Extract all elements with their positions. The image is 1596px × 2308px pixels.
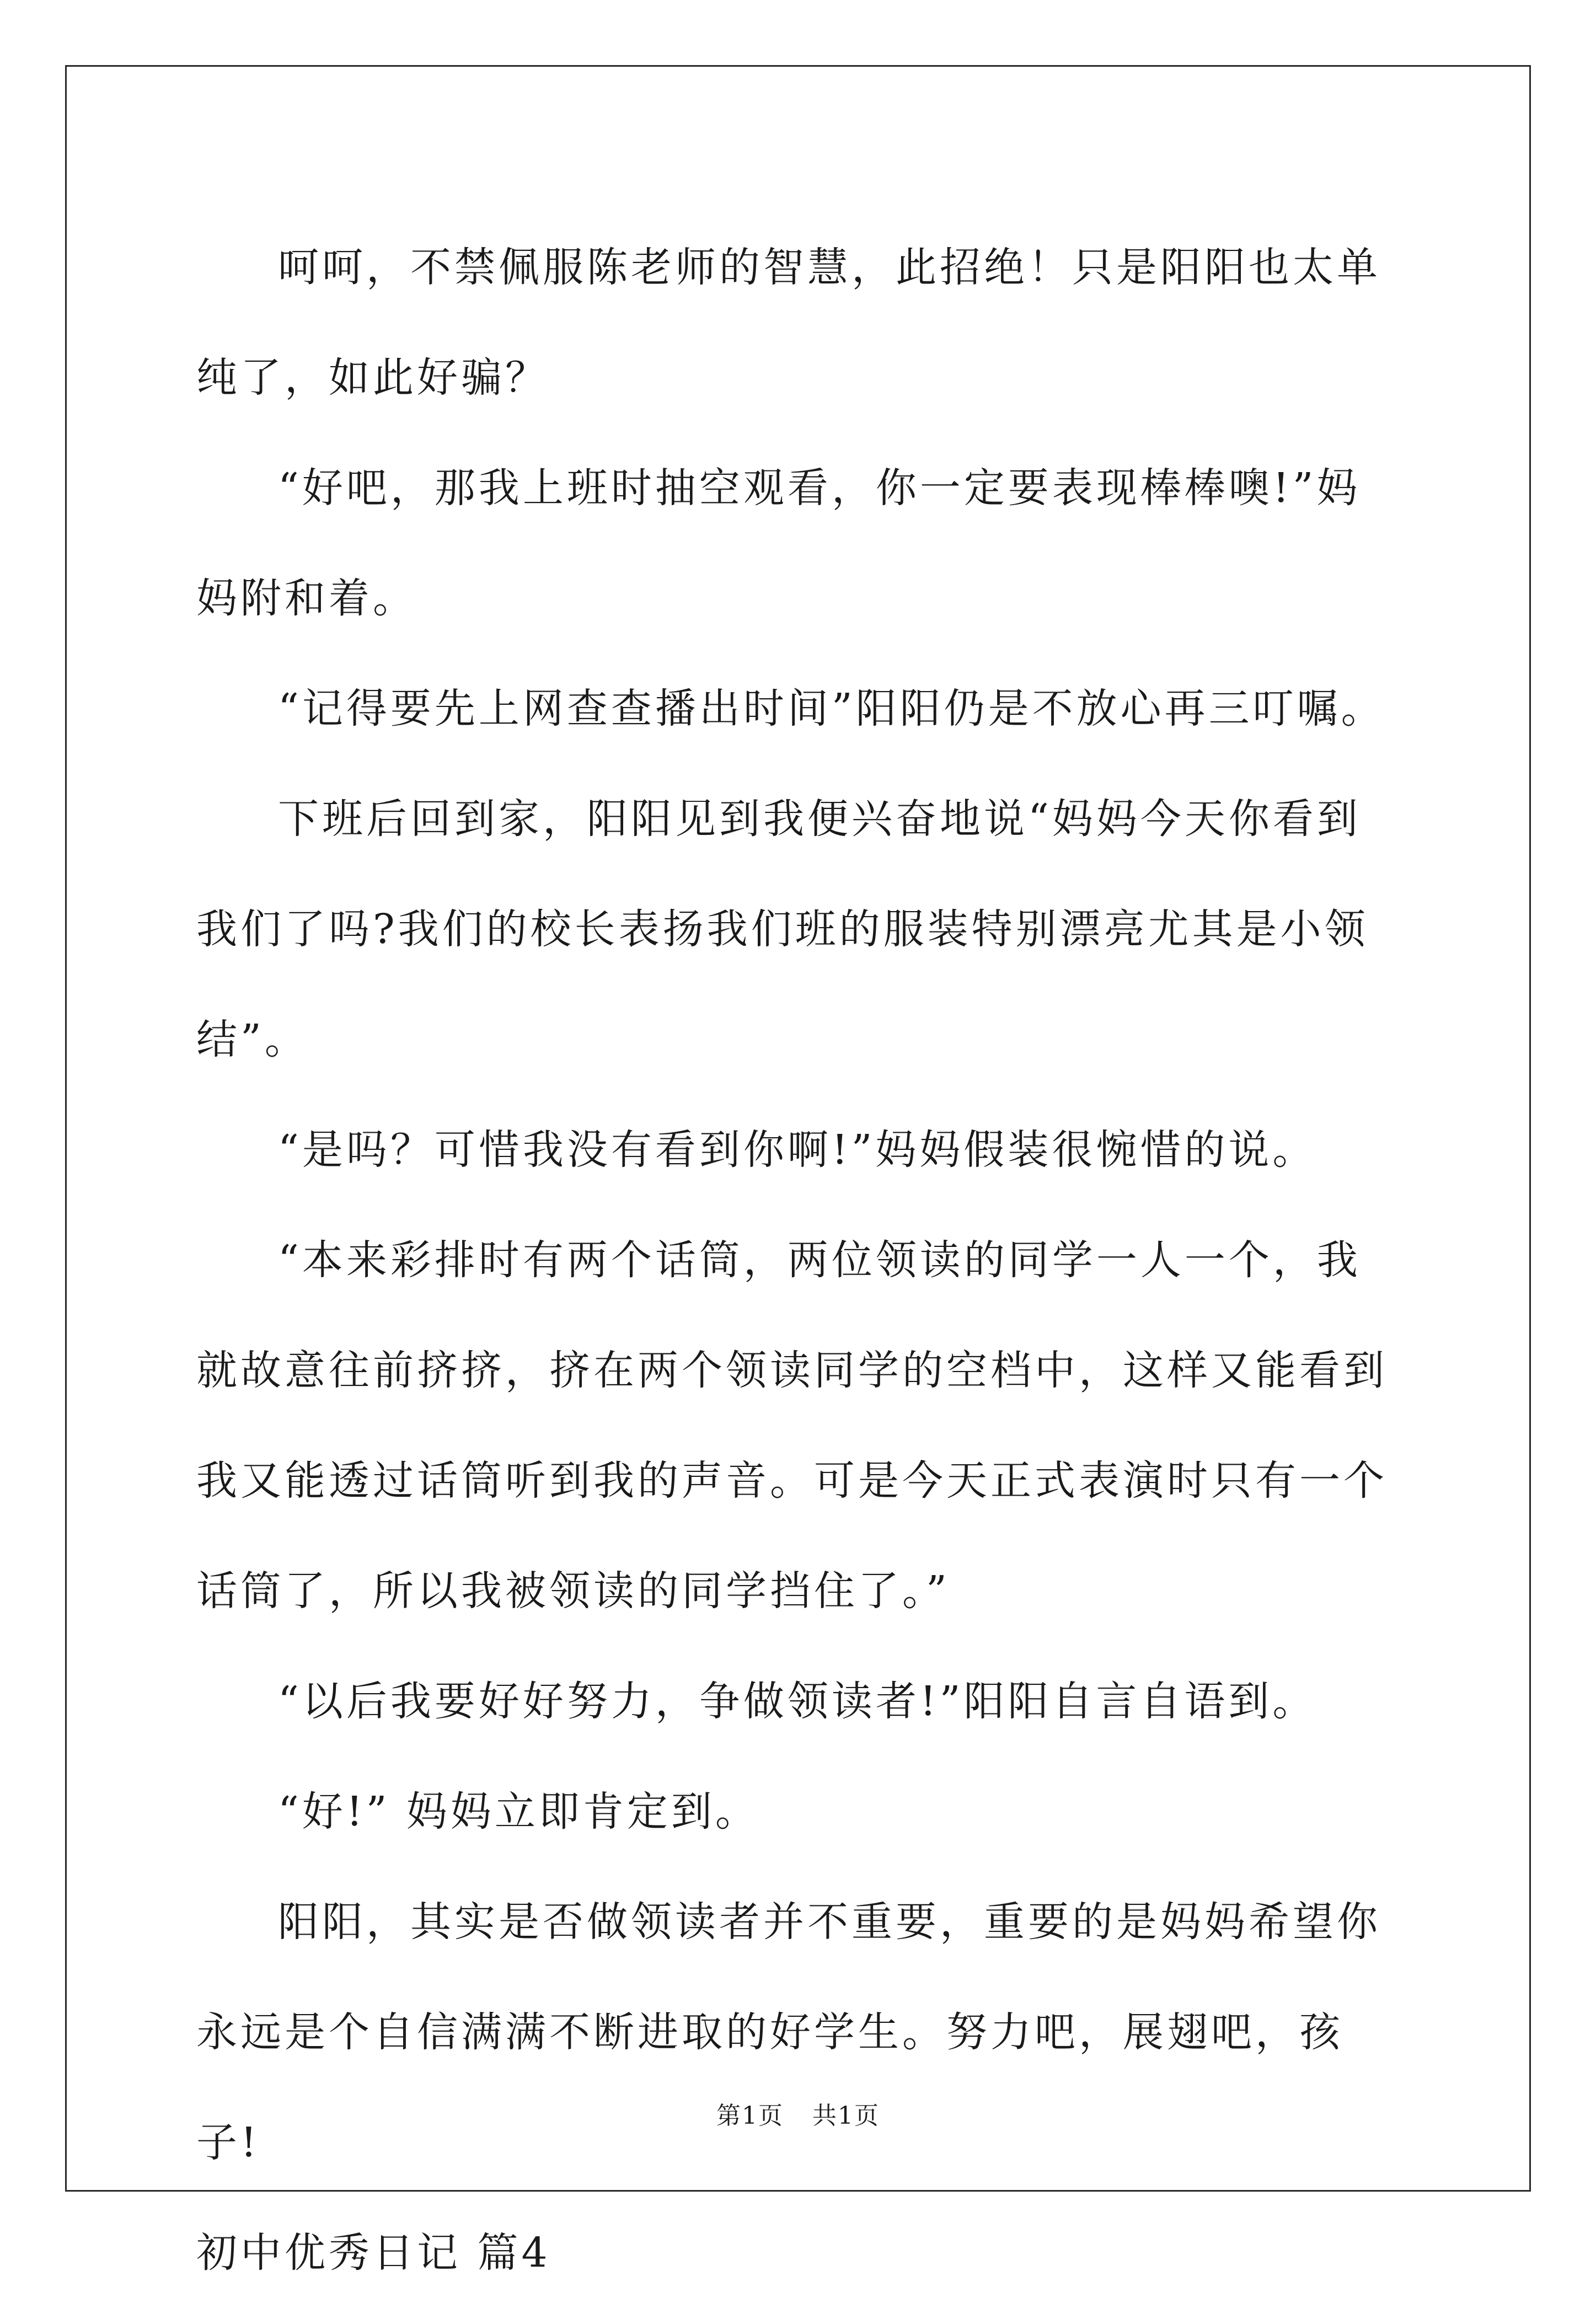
page-footer bbox=[0, 2096, 1596, 2131]
paragraph-9: 阳阳，其实是否做领读者并不重要，重要的是妈妈希望你永远是个自信满满不断进取的好学生。努力吧，展翅吧，孩子! bbox=[196, 1898, 1381, 2166]
page-total: 共1页 bbox=[812, 2102, 880, 2130]
document-body bbox=[196, 212, 1404, 2308]
paragraph-2: “好吧，那我上班时抽空观看，你一定要表现棒棒噢!”妈妈附和着。 bbox=[196, 464, 1361, 622]
section-heading: 初中优秀日记 篇4 bbox=[196, 2229, 551, 2277]
paragraph-1: 呵呵，不禁佩服陈老师的智慧，此招绝！只是阳阳也太单纯了，如此好骗？ bbox=[196, 244, 1381, 401]
paragraph-5: “是吗？可惜我没有看到你啊!”妈妈假装很惋惜的说。 bbox=[278, 1126, 1317, 1174]
paragraph-8: “好!” 妈妈立即肯定到。 bbox=[278, 1788, 759, 1835]
paragraph-6: “本来彩排时有两个话筒，两位领读的同学一人一个，我就故意往前挤挤，挤在两个领读同学的空档中，这样又能看到我又能透过话筒听到我的声音。可是今天正式表演时只有一个话筒了，所以我被领读的同学挡住了。” bbox=[196, 1236, 1388, 1615]
paragraph-4: 下班后回到家，阳阳见到我便兴奋地说“妈妈今天你看到我们了吗?我们的校长表扬我们班的服装特别漂亮尤其是小领结”。 bbox=[196, 795, 1369, 1063]
paragraph-3: “记得要先上网查查播出时间”阳阳仍是不放心再三叮嘱。 bbox=[278, 685, 1385, 732]
page-number: 第1页 bbox=[716, 2102, 784, 2130]
paragraph-7: “以后我要好好努力，争做领读者!”阳阳自言自语到。 bbox=[278, 1678, 1317, 1725]
